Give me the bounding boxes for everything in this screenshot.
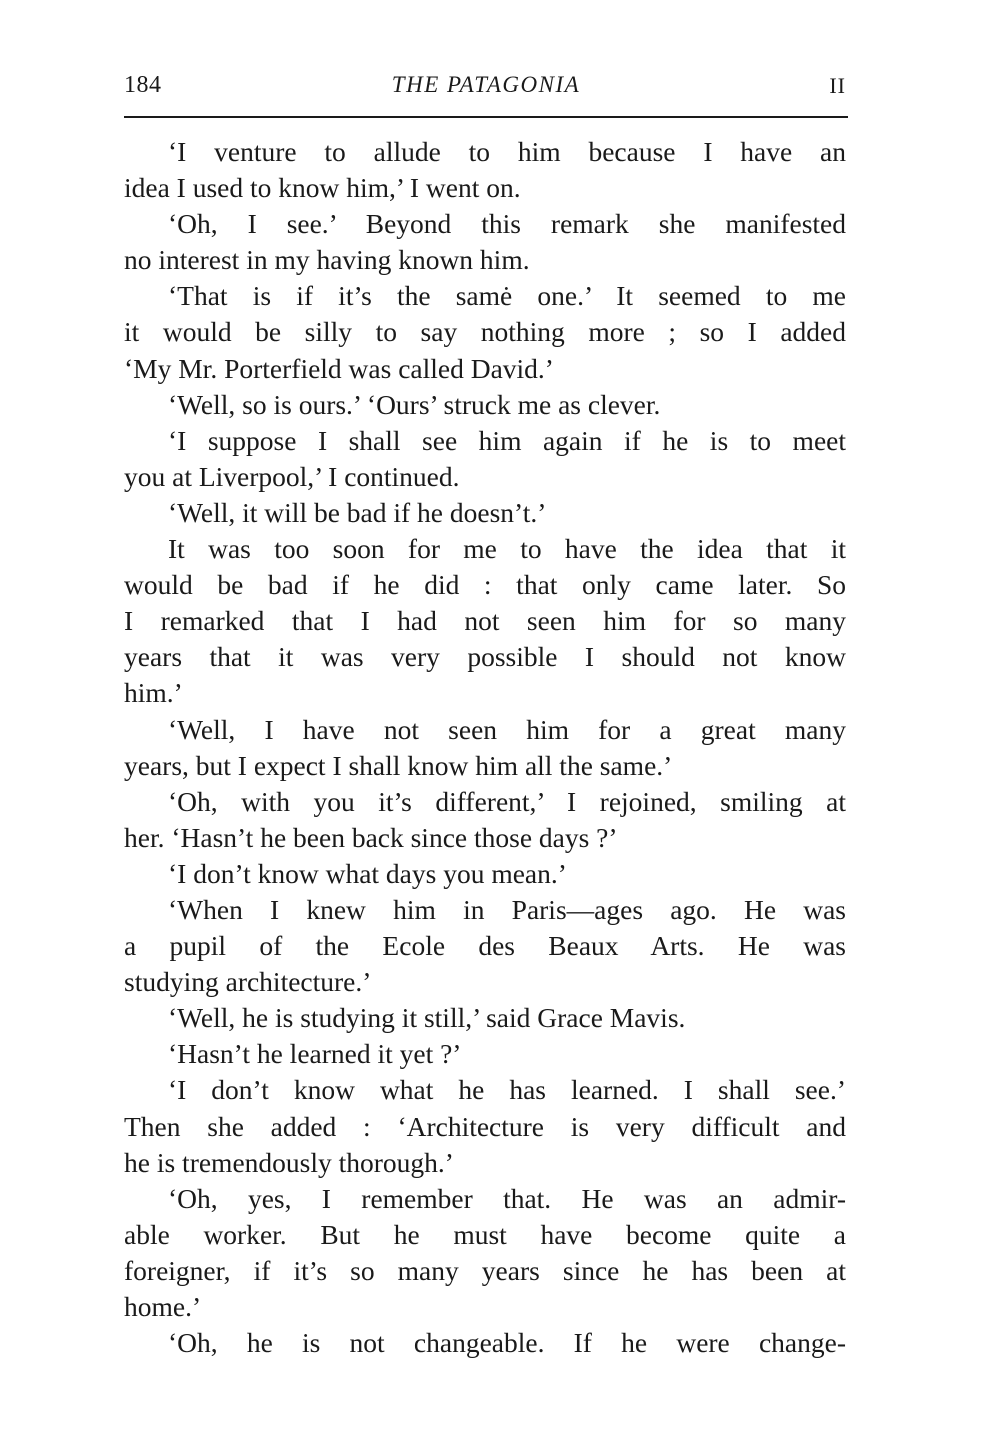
text-line: you at Liverpool,’ I continued.	[124, 460, 460, 492]
text-line: able worker. But he must have become quite a	[124, 1218, 846, 1250]
running-title: THE PATAGONIA	[391, 72, 581, 97]
text-line: him.’	[124, 677, 183, 709]
text-line: ‘I don’t know what he has learned. I shall see.’	[168, 1074, 846, 1106]
text-line: ‘Hasn’t he learned it yet ?’	[168, 1038, 462, 1070]
text-line: ‘Oh, I see.’ Beyond this remark she manifested	[168, 208, 846, 240]
text-line: ‘Oh, with you it’s different,’ I rejoined, smiling at	[168, 785, 846, 817]
text-line: ‘I don’t know what days you mean.’	[168, 857, 567, 889]
text-line: studying architecture.’	[124, 966, 372, 998]
text-line: ‘I suppose I shall see him again if he is to meet	[168, 424, 846, 456]
text-line: a pupil of the Ecole des Beaux Arts. He was	[124, 930, 846, 962]
text-line: he is tremendously thorough.’	[124, 1146, 454, 1178]
text-line: ‘Well, he is studying it still,’ said Grace Mavis.	[168, 1002, 686, 1034]
text-line: Then she added : ‘Architecture is very difficult and	[124, 1110, 846, 1142]
text-line: ‘Oh, he is not changeable. If he were change-	[168, 1327, 846, 1359]
text-line: foreigner, if it’s so many years since he has been at	[124, 1254, 846, 1286]
text-line: idea I used to know him,’ I went on.	[124, 172, 521, 204]
text-line: home.’	[124, 1291, 202, 1322]
body-text	[124, 134, 846, 1361]
text-line: ‘I venture to allude to him because I have an	[168, 136, 846, 167]
text-line: ‘Oh, yes, I remember that. He was an admir-	[168, 1182, 846, 1214]
text-line: It was too soon for me to have the idea that it	[168, 533, 846, 565]
text-line: no interest in my having known him.	[124, 244, 530, 276]
text-line: ‘My Mr. Porterfield was called David.’	[124, 352, 554, 384]
text-line: it would be silly to say nothing more ; so I added	[124, 316, 846, 348]
text-line: ‘Well, I have not seen him for a great many	[168, 713, 846, 745]
text-line: years that it was very possible I should not know	[124, 641, 846, 673]
chapter-number: II	[829, 73, 846, 98]
text-line: years, but I expect I shall know him all the same.’	[124, 749, 673, 781]
text-line: ‘When I knew him in Paris—ages ago. He was	[168, 893, 846, 925]
text-line: ‘Well, so is ours.’ ‘Ours’ struck me as clever.	[168, 388, 661, 420]
text-line: ‘That is if it’s the samė one.’ It seemed to me	[168, 280, 846, 312]
text-line: her. ‘Hasn’t he been back since those days ?’	[124, 821, 618, 853]
text-line: I remarked that I had not seen him for so many	[124, 605, 846, 637]
text-line: ‘Well, it will be bad if he doesn’t.’	[168, 496, 547, 528]
header-rule	[124, 116, 848, 118]
page-header	[124, 72, 848, 106]
text-line: would be bad if he did : that only came later. So	[124, 569, 846, 601]
page-number: 184	[124, 72, 162, 98]
